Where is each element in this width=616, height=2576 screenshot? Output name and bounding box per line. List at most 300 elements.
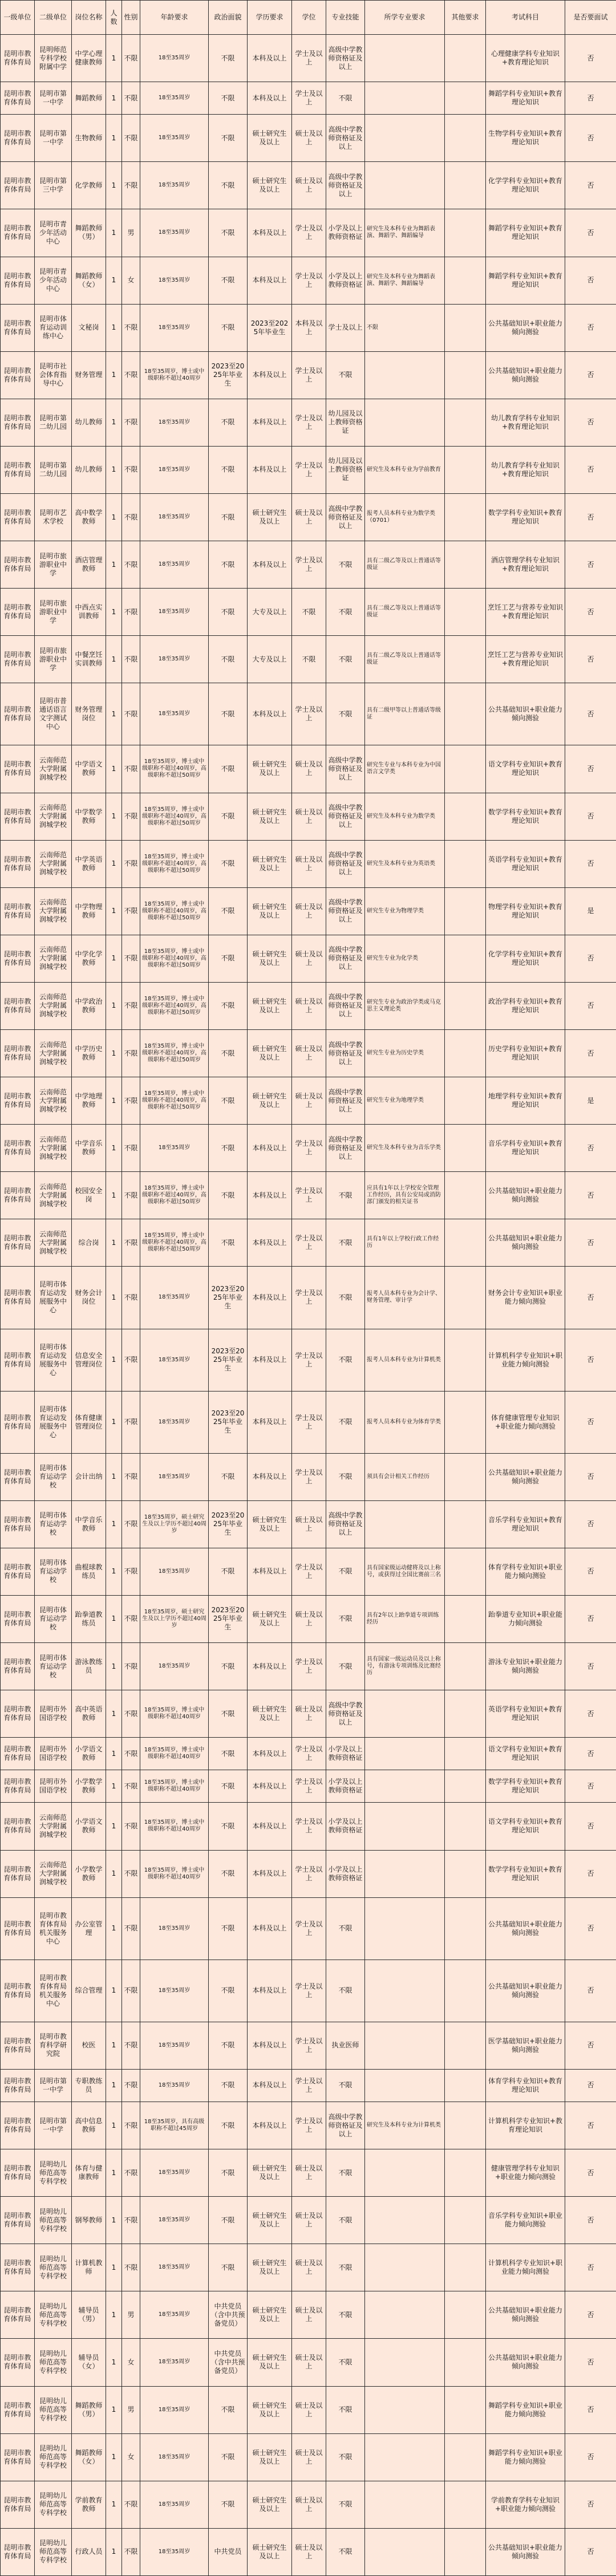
cell-first-level-unit: 昆明市教育体育局 [1,2022,35,2069]
cell-exam-subjects: 财务会计专业知识+职业能力倾向测验 [486,1267,565,1329]
cell-interview: 否 [565,745,616,793]
cell-degree: 硕士及以上 [292,2244,326,2291]
cell-major-requirement: 研究生及本科专业为音乐学类 [365,1125,445,1172]
cell-exam-subjects: 英语学科专业知识+教育理论知识 [486,1690,565,1738]
cell-headcount: 1 [106,1029,122,1077]
cell-gender: 不限 [122,1850,140,1897]
cell-certification: 不限 [326,1172,365,1219]
cell-interview: 是 [565,887,616,935]
column-header-second-level-unit: 二级单位 [35,1,72,35]
cell-political-status: 不限 [209,793,248,840]
cell-interview: 否 [565,1643,616,1690]
cell-other-requirement [445,493,486,541]
cell-exam-subjects: 公共基础知识+职业能力倾向测验 [486,1960,565,2022]
cell-major-requirement: 报考人员本科专业为体育学类 [365,1391,445,1453]
cell-other-requirement [445,1219,486,1267]
cell-age-requirement: 18至35周岁 [140,1548,209,1595]
cell-position-name: 高中英语教师 [72,1690,106,1738]
cell-first-level-unit: 昆明市教育体育局 [1,2102,35,2149]
cell-first-level-unit: 昆明市教育体育局 [1,636,35,683]
cell-major-requirement [365,2433,445,2481]
cell-headcount: 1 [106,493,122,541]
cell-certification: 小学及以上教师资格证 [326,1850,365,1897]
cell-degree: 硕士及以上 [292,2481,326,2528]
cell-major-requirement: 研究生及本科专业为数学类 [365,793,445,840]
cell-gender: 不限 [122,1548,140,1595]
cell-exam-subjects: 舞蹈学科专业知识+教育理论知识 [486,82,565,115]
cell-interview: 否 [565,1770,616,1803]
cell-position-name: 小学数学教师 [72,1770,106,1803]
cell-position-name: 舞蹈教师（女） [72,257,106,304]
cell-headcount: 1 [106,636,122,683]
cell-headcount: 1 [106,2149,122,2197]
cell-political-status: 不限 [209,304,248,351]
cell-headcount: 1 [106,1125,122,1172]
cell-first-level-unit: 昆明市教育体育局 [1,2339,35,2386]
cell-age-requirement: 18至35周岁 [140,209,209,257]
cell-education: 硕士研究生及以上 [248,2528,292,2575]
cell-certification: 高级中学教师资格证及以上 [326,840,365,887]
cell-gender: 女 [122,257,140,304]
table-row [1,1125,616,1172]
cell-second-level-unit: 云南师范大学附属润城学校 [35,887,72,935]
cell-degree: 学士及以上 [292,1770,326,1803]
cell-gender: 不限 [122,1595,140,1642]
table-row [1,2244,616,2291]
cell-headcount: 1 [106,446,122,493]
cell-age-requirement: 18至35周岁，博士或中级职称不超过40周岁，高级职称不超过50周岁 [140,935,209,982]
cell-certification: 不限 [326,2244,365,2291]
cell-certification: 高级中学教师资格证及以上 [326,162,365,209]
cell-age-requirement: 18至35周岁 [140,589,209,636]
cell-education: 硕士研究生及以上 [248,1595,292,1642]
cell-interview: 否 [565,982,616,1029]
table-row [1,257,616,304]
cell-interview: 否 [565,1960,616,2022]
cell-other-requirement [445,1803,486,1850]
cell-first-level-unit: 昆明市教育体育局 [1,2528,35,2575]
cell-age-requirement: 18至35周岁 [140,2244,209,2291]
cell-major-requirement [365,399,445,446]
cell-other-requirement [445,399,486,446]
cell-first-level-unit: 昆明市教育体育局 [1,2197,35,2244]
cell-position-name: 中学心理健康教师 [72,35,106,82]
cell-age-requirement: 18至35周岁，博士或中级职称不超过40周岁，高级职称不超过50周岁 [140,887,209,935]
cell-age-requirement: 18至35周岁 [140,1267,209,1329]
cell-second-level-unit: 昆明市社会体育指导中心 [35,351,72,399]
cell-age-requirement: 18至35周岁，硕士研究生及以上学历不超过40周岁 [140,1500,209,1548]
cell-education: 本科及以上 [248,35,292,82]
cell-interview: 否 [565,2149,616,2197]
cell-second-level-unit: 昆明市第一中学 [35,82,72,115]
cell-gender: 不限 [122,1391,140,1453]
cell-second-level-unit: 昆明幼儿师范高等专科学校 [35,2291,72,2339]
cell-gender: 不限 [122,1897,140,1960]
cell-second-level-unit: 昆明市体育运动发展服务中心 [35,1329,72,1391]
cell-headcount: 1 [106,1548,122,1595]
cell-interview: 否 [565,636,616,683]
cell-position-name: 中学物理教师 [72,887,106,935]
cell-political-status: 不限 [209,1643,248,1690]
cell-exam-subjects: 医学基础知识+职业能力倾向测验 [486,2022,565,2069]
column-header-degree: 学位 [292,1,326,35]
cell-headcount: 1 [106,1172,122,1219]
cell-other-requirement [445,1897,486,1960]
cell-education: 本科及以上 [248,541,292,589]
cell-exam-subjects: 心理健康学科专业知识+教育理论知识 [486,35,565,82]
cell-second-level-unit: 昆明幼儿师范高等专科学校 [35,2481,72,2528]
cell-other-requirement [445,1690,486,1738]
cell-certification: 小学及以上教师资格证 [326,1738,365,1770]
cell-position-name: 舞蹈教师（男） [72,2386,106,2433]
cell-age-requirement: 18至35周岁，博士或中级职称不超过40周岁，高级职称不超过50周岁 [140,1219,209,1267]
cell-political-status: 2023至2025年毕业生 [209,1595,248,1642]
cell-other-requirement [445,541,486,589]
cell-age-requirement: 18至35周岁，博士或中级职称不超过40周岁，高级职称不超过50周岁 [140,1172,209,1219]
cell-position-name: 财务管理岗位 [72,683,106,745]
cell-age-requirement: 18至35周岁 [140,162,209,209]
cell-exam-subjects: 体育学科专业知识+职业能力倾向测验 [486,1548,565,1595]
cell-age-requirement: 18至35周岁 [140,2528,209,2575]
table-row [1,2291,616,2339]
cell-gender: 不限 [122,793,140,840]
cell-first-level-unit: 昆明市教育体育局 [1,209,35,257]
cell-degree: 硕士及以上 [292,1690,326,1738]
cell-exam-subjects: 舞蹈学科专业知识+职业能力倾向测验 [486,2386,565,2433]
cell-other-requirement [445,35,486,82]
cell-interview: 否 [565,493,616,541]
cell-position-name: 综合管理 [72,1960,106,2022]
cell-first-level-unit: 昆明市教育体育局 [1,1595,35,1642]
table-row [1,446,616,493]
cell-major-requirement: 报考人员本科专业为数学类（0701） [365,493,445,541]
cell-degree: 学士及以上 [292,1897,326,1960]
cell-second-level-unit: 昆明市青少年活动中心 [35,257,72,304]
cell-certification: 不限 [326,2197,365,2244]
cell-interview: 否 [565,1500,616,1548]
cell-age-requirement: 18至35周岁 [140,2481,209,2528]
cell-headcount: 1 [106,982,122,1029]
cell-second-level-unit: 昆明市第一中学 [35,2102,72,2149]
cell-certification: 小学及以上教师资格证 [326,1803,365,1850]
cell-age-requirement: 18至35周岁 [140,2433,209,2481]
cell-position-name: 高中信息教师 [72,2102,106,2149]
table-row [1,2102,616,2149]
cell-certification: 高级中学教师资格证及以上 [326,887,365,935]
cell-headcount: 1 [106,589,122,636]
cell-degree: 硕士及以上 [292,162,326,209]
cell-gender: 不限 [122,1329,140,1391]
cell-major-requirement: 具有2年以上跆拳道专项训练经历 [365,1595,445,1642]
cell-gender: 不限 [122,1267,140,1329]
cell-political-status: 不限 [209,399,248,446]
cell-interview: 否 [565,1897,616,1960]
cell-political-status: 不限 [209,1850,248,1897]
cell-degree: 学士及以上 [292,82,326,115]
cell-gender: 不限 [122,351,140,399]
cell-position-name: 酒店管理教师 [72,541,106,589]
cell-second-level-unit: 昆明幼儿师范高等专科学校 [35,2386,72,2433]
cell-degree: 硕士及以上 [292,493,326,541]
cell-political-status: 2023至2025年毕业生 [209,1500,248,1548]
cell-first-level-unit: 昆明市教育体育局 [1,162,35,209]
cell-second-level-unit: 云南师范大学附属润城学校 [35,935,72,982]
cell-first-level-unit: 昆明市教育体育局 [1,35,35,82]
cell-degree: 学士及以上 [292,683,326,745]
cell-degree: 硕士及以上 [292,1077,326,1125]
cell-certification: 幼儿园及以上教师资格证 [326,446,365,493]
cell-interview: 否 [565,2386,616,2433]
cell-first-level-unit: 昆明市教育体育局 [1,1329,35,1391]
cell-interview: 否 [565,840,616,887]
cell-certification: 不限 [326,1391,365,1453]
cell-position-name: 综合岗 [72,1219,106,1267]
cell-political-status: 不限 [209,1770,248,1803]
cell-major-requirement [365,82,445,115]
table-row [1,35,616,82]
cell-degree: 学士及以上 [292,446,326,493]
column-header-education: 学历要求 [248,1,292,35]
table-row [1,1329,616,1391]
cell-certification: 不限 [326,1897,365,1960]
cell-exam-subjects: 地理学科专业知识+教育理论知识 [486,1077,565,1125]
cell-interview: 否 [565,304,616,351]
cell-political-status: 2023至2025年毕业生 [209,351,248,399]
cell-interview: 否 [565,2244,616,2291]
table-row [1,2386,616,2433]
table-row [1,1690,616,1738]
cell-age-requirement: 18至35周岁，博士或中级职称不超过40周岁，高级职称不超过50周岁 [140,1029,209,1077]
table-row [1,1595,616,1642]
cell-gender: 不限 [122,2022,140,2069]
cell-age-requirement: 18至35周岁 [140,399,209,446]
cell-position-name: 生物教师 [72,115,106,162]
table-row [1,1172,616,1219]
cell-political-status: 不限 [209,2481,248,2528]
cell-headcount: 1 [106,541,122,589]
cell-gender: 不限 [122,2069,140,2102]
cell-position-name: 财务会计岗位 [72,1267,106,1329]
cell-first-level-unit: 昆明市教育体育局 [1,745,35,793]
cell-exam-subjects: 生物学科专业知识+教育理论知识 [486,115,565,162]
cell-interview: 否 [565,2102,616,2149]
cell-education: 本科及以上 [248,1738,292,1770]
cell-degree: 学士及以上 [292,1643,326,1690]
cell-position-name: 钢琴教师 [72,2197,106,2244]
column-header-position-name: 岗位名称 [72,1,106,35]
cell-headcount: 1 [106,2069,122,2102]
cell-interview: 否 [565,209,616,257]
cell-degree: 硕士及以上 [292,2339,326,2386]
table-body [1,35,616,2576]
cell-major-requirement: 研究生及本科专业为舞蹈表演、舞蹈学、舞蹈编导 [365,257,445,304]
cell-certification: 不限 [326,2069,365,2102]
cell-certification: 不限 [326,1960,365,2022]
cell-other-requirement [445,1172,486,1219]
cell-other-requirement [445,1850,486,1897]
cell-education: 硕士研究生及以上 [248,887,292,935]
cell-second-level-unit: 昆明市第二幼儿园 [35,446,72,493]
table-row [1,2433,616,2481]
cell-major-requirement: 应具有1年以上学校安全管理工作经历，具有公安局或消防部门颁发的相关证书 [365,1172,445,1219]
cell-headcount: 1 [106,2102,122,2149]
cell-major-requirement: 报考人员本科专业为会计学、财务管理、审计学 [365,1267,445,1329]
cell-exam-subjects: 化学学科专业知识+教育理论知识 [486,935,565,982]
cell-degree: 学士及以上 [292,2069,326,2102]
cell-certification: 不限 [326,2339,365,2386]
cell-gender: 不限 [122,304,140,351]
cell-interview: 否 [565,399,616,446]
column-header-political-status: 政治面貌 [209,1,248,35]
cell-age-requirement: 18至35周岁 [140,1125,209,1172]
cell-degree: 学士及以上 [292,1453,326,1500]
cell-exam-subjects: 公共基础知识+职业能力倾向测验 [486,1897,565,1960]
cell-political-status: 中共党员（含中共预备党员） [209,2291,248,2339]
cell-education: 本科及以上 [248,399,292,446]
column-header-certification: 专业技能 [326,1,365,35]
cell-gender: 不限 [122,115,140,162]
cell-degree: 学士及以上 [292,351,326,399]
table-row [1,2022,616,2069]
cell-education: 本科及以上 [248,1172,292,1219]
cell-gender: 不限 [122,35,140,82]
cell-certification: 不限 [326,1643,365,1690]
cell-gender: 不限 [122,1077,140,1125]
cell-degree: 学士及以上 [292,1267,326,1329]
cell-exam-subjects: 语文学科专业知识+教育理论知识 [486,1803,565,1850]
cell-position-name: 跆拳道教练员 [72,1595,106,1642]
cell-first-level-unit: 昆明市教育体育局 [1,1172,35,1219]
cell-age-requirement: 18至35周岁 [140,35,209,82]
cell-education: 本科及以上 [248,1770,292,1803]
cell-position-name: 行政人员 [72,2528,106,2575]
cell-position-name: 小学语文教师 [72,1738,106,1770]
cell-headcount: 1 [106,1077,122,1125]
table-row [1,493,616,541]
cell-certification: 不限 [326,1548,365,1595]
cell-first-level-unit: 昆明市教育体育局 [1,1643,35,1690]
cell-first-level-unit: 昆明市教育体育局 [1,683,35,745]
cell-education: 本科及以上 [248,1897,292,1960]
cell-age-requirement: 18至35周岁 [140,2197,209,2244]
cell-education: 大专及以上 [248,636,292,683]
cell-other-requirement [445,840,486,887]
cell-second-level-unit: 昆明市体育运动训练中心 [35,304,72,351]
cell-education: 硕士研究生及以上 [248,745,292,793]
cell-education: 本科及以上 [248,1960,292,2022]
cell-gender: 不限 [122,982,140,1029]
cell-age-requirement: 18至35周岁 [140,1329,209,1391]
cell-interview: 否 [565,1453,616,1500]
cell-second-level-unit: 昆明市第一中学 [35,115,72,162]
cell-other-requirement [445,2102,486,2149]
cell-age-requirement: 18至35周岁，博士或中级职称不超过40周岁，高级职称不超过50周岁 [140,745,209,793]
cell-exam-subjects: 计算机科学专业知识+教育理论知识 [486,2102,565,2149]
cell-gender: 女 [122,2339,140,2386]
cell-major-requirement: 研究生专业为物理学类 [365,887,445,935]
cell-certification: 小学及以上教师资格证 [326,1770,365,1803]
cell-certification: 不限 [326,636,365,683]
cell-education: 硕士研究生及以上 [248,162,292,209]
cell-headcount: 1 [106,2022,122,2069]
cell-major-requirement [365,2069,445,2102]
table-row [1,745,616,793]
cell-interview: 否 [565,82,616,115]
cell-education: 本科及以上 [248,446,292,493]
table-row [1,1453,616,1500]
cell-headcount: 1 [106,887,122,935]
cell-headcount: 1 [106,399,122,446]
cell-exam-subjects: 公共基础知识+职业能力倾向测验 [486,2528,565,2575]
cell-certification: 不限 [326,2481,365,2528]
cell-headcount: 1 [106,1219,122,1267]
cell-education: 硕士研究生及以上 [248,493,292,541]
cell-certification: 高级中学教师资格证及以上 [326,1125,365,1172]
cell-headcount: 1 [106,2244,122,2291]
cell-age-requirement: 18至35周岁，博士或中级职称不超过40周岁 [140,1738,209,1770]
cell-position-name: 中学音乐教师 [72,1500,106,1548]
cell-gender: 不限 [122,1219,140,1267]
cell-political-status: 不限 [209,541,248,589]
cell-interview: 否 [565,2433,616,2481]
cell-second-level-unit: 昆明市体育运动学校 [35,1643,72,1690]
cell-age-requirement: 18至35周岁，博士或中级职称不超过40周岁，高级职称不超过50周岁 [140,840,209,887]
cell-certification: 高级中学教师资格证及以上 [326,1077,365,1125]
cell-position-name: 小学数学教师 [72,1850,106,1897]
cell-education: 本科及以上 [248,1391,292,1453]
cell-major-requirement [365,2339,445,2386]
cell-degree: 本科及以上 [292,304,326,351]
cell-political-status: 不限 [209,1077,248,1125]
cell-political-status: 不限 [209,2433,248,2481]
cell-age-requirement: 18至35周岁 [140,2291,209,2339]
cell-headcount: 1 [106,745,122,793]
cell-position-name: 中学化学教师 [72,935,106,982]
cell-headcount: 1 [106,351,122,399]
cell-interview: 否 [565,589,616,636]
cell-political-status: 不限 [209,2149,248,2197]
cell-certification: 不限 [326,1219,365,1267]
cell-second-level-unit: 昆明市艺术学校 [35,493,72,541]
cell-degree: 学士及以上 [292,1738,326,1770]
cell-certification: 高级中学教师资格证及以上 [326,115,365,162]
cell-education: 硕士研究生及以上 [248,2433,292,2481]
cell-gender: 不限 [122,1172,140,1219]
cell-first-level-unit: 昆明市教育体育局 [1,2481,35,2528]
cell-position-name: 中学英语教师 [72,840,106,887]
cell-headcount: 1 [106,793,122,840]
cell-certification: 高级中学教师资格证及以上 [326,2102,365,2149]
cell-major-requirement [365,35,445,82]
cell-gender: 不限 [122,683,140,745]
cell-exam-subjects: 公共基础知识+职业能力倾向测验 [486,304,565,351]
cell-gender: 男 [122,2291,140,2339]
cell-exam-subjects: 语文学科专业知识+教育理论知识 [486,1738,565,1770]
cell-age-requirement: 18至35周岁 [140,304,209,351]
cell-major-requirement: 研究生专业与本科专业为中国语言文学类 [365,745,445,793]
table-row [1,209,616,257]
cell-other-requirement [445,1029,486,1077]
cell-first-level-unit: 昆明市教育体育局 [1,1548,35,1595]
cell-age-requirement: 18至35周岁 [140,2149,209,2197]
cell-education: 硕士研究生及以上 [248,2339,292,2386]
cell-degree: 学士及以上 [292,1803,326,1850]
cell-first-level-unit: 昆明市教育体育局 [1,541,35,589]
cell-exam-subjects: 历史学科专业知识+教育理论知识 [486,1029,565,1077]
table-row [1,1897,616,1960]
cell-other-requirement [445,2069,486,2102]
cell-major-requirement: 研究生专业为政治学类或马克思主义理论类 [365,982,445,1029]
